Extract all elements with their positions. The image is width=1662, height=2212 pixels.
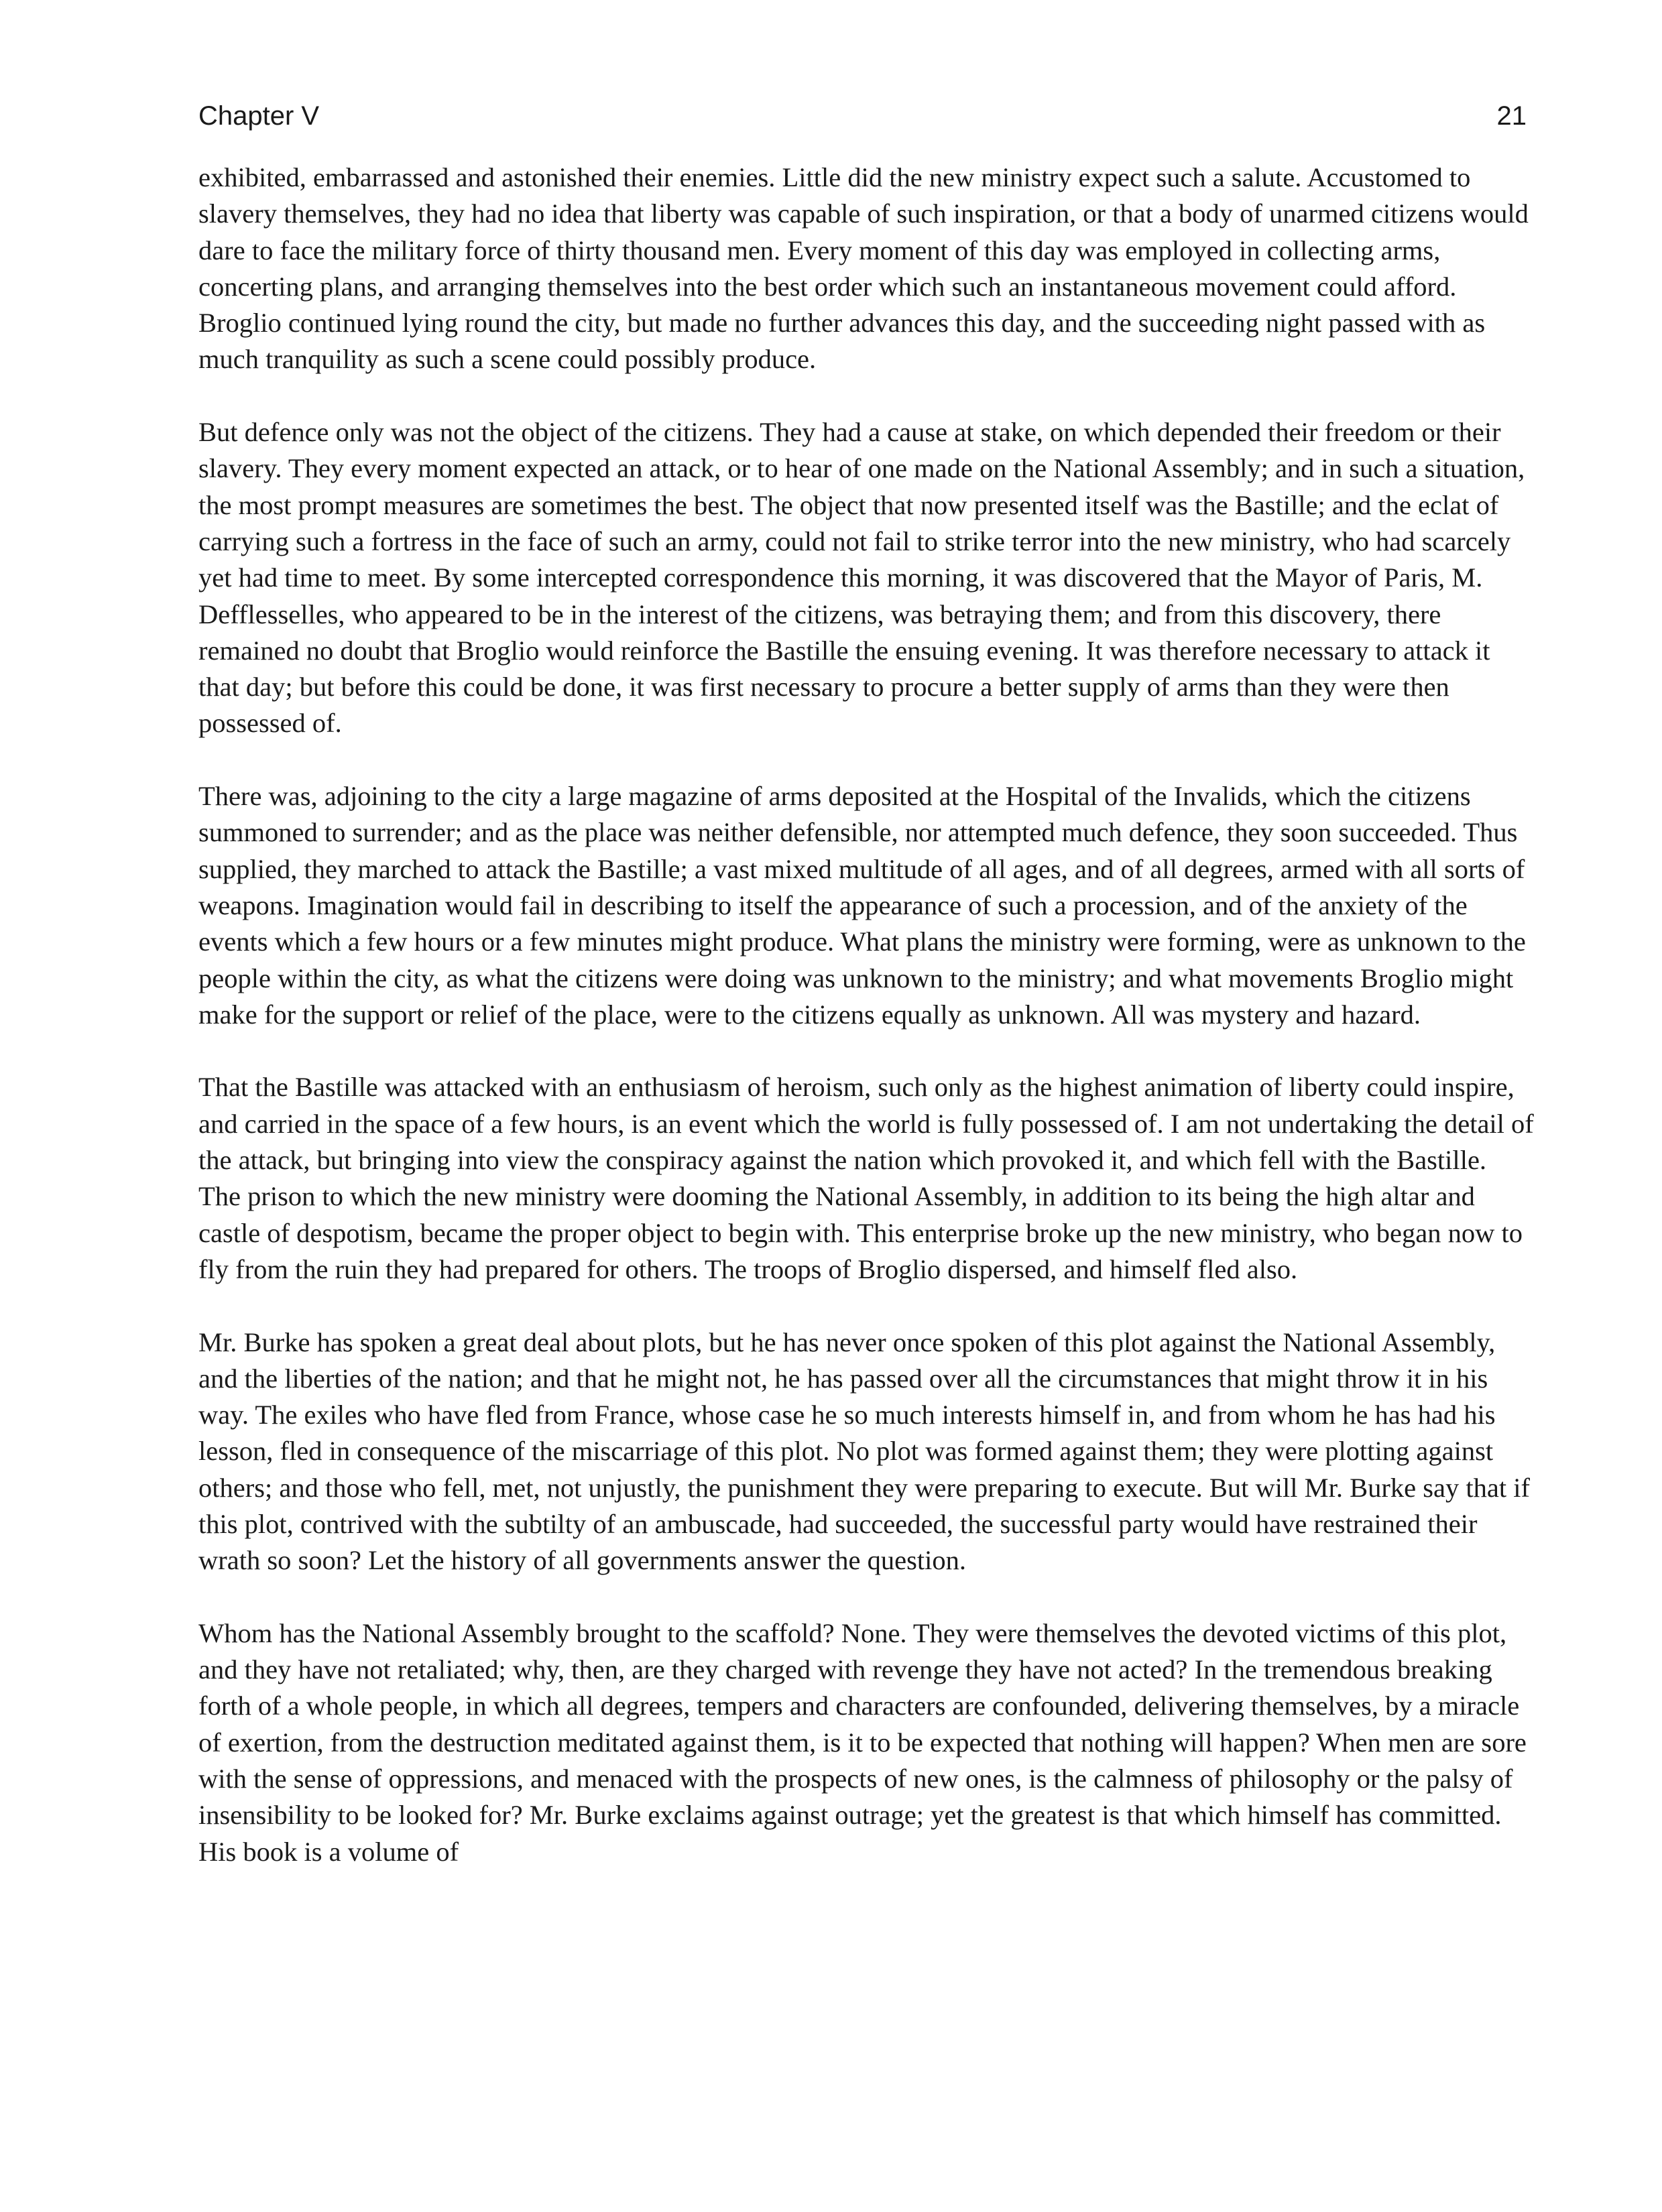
running-header [198,99,1527,139]
paragraph: exhibited, embarrassed and astonished their enemies. Little did the new ministry expect such a salute. Accustomed to slavery themselves, they had no idea that liberty was capable of such inspiration, or that a body of unarmed citizens would dare to face the military force of thirty thousand men. Every moment of this day was employed in collecting arms, concerting plans, and arranging themselves into the best order which such an instantaneous movement could afford. Broglio continued lying round the city, but made no further advances this day, and the succeeding night passed with as much tranquility as such a scene could possibly produce. [198,162,1529,375]
body-text [198,160,1535,1870]
chapter-title: Chapter V [198,101,320,131]
paragraph: Mr. Burke has spoken a great deal about plots, but he has never once spoken of this plot against the National Assembly, and the liberties of the nation; and that he might not, he has passed over all the circumstances that might throw it in his way. The exiles who have fled from France, whose case he so much interests himself in, and from whom he has had his lesson, fled in consequence of the miscarriage of this plot. No plot was formed against them; they were plotting against others; and those who fell, met, not unjustly, the punishment they were preparing to execute. But will Mr. Burke say that if this plot, contrived with the subtilty of an ambuscade, had succeeded, the successful party would have restrained their wrath so soon? Let the history of all governments answer the question. [198,1327,1530,1576]
paragraph: There was, adjoining to the city a large magazine of arms deposited at the Hospital of the Invalids, which the citizens summoned to surrender; and as the place was neither defensible, nor attempted much defence, they soon succeeded. Thus supplied, they marched to attack the Bastille; a vast mixed multitude of all ages, and of all degrees, armed with all sorts of weapons. Imagination would fail in describing to itself the appearance of such a procession, and of the anxiety of the events which a few hours or a few minutes might produce. What plans the ministry were forming, were as unknown to the people within the city, as what the citizens were doing was unknown to the ministry; and what movements Broglio might make for the support or relief of the place, were to the citizens equally as unknown. All was mystery and hazard. [198,781,1526,1030]
page-number: 21 [1496,101,1527,131]
paragraph: But defence only was not the object of the citizens. They had a cause at stake, on which depended their freedom or their slavery. They every moment expected an attack, or to hear of one made on the National Assembly; and in such a situation, the most prompt measures are sometimes the best. The object that now presented itself was the Bastille; and the eclat of carrying such a fortress in the face of such an army, could not fail to strike terror into the new ministry, who had scarcely yet had time to meet. By some intercepted correspondence this morning, it was discovered that the Mayor of Paris, M. Defflesselles, who appeared to be in the interest of the citizens, was betraying them; and from this discovery, there remained no doubt that Broglio would reinforce the Bastille the ensuing evening. It was therefore necessary to attack it that day; but before this could be done, it was first necessary to procure a better supply of arms than they were then possessed of. [198,417,1525,739]
paragraph: Whom has the National Assembly brought to the scaffold? None. They were themselves the devoted victims of this plot, and they have not retaliated; why, then, are they charged with revenge they have not acted? In the tremendous breaking forth of a whole people, in which all degrees, tempers and characters are confounded, delivering themselves, by a miracle of exertion, from the destruction meditated against them, is it to be expected that nothing will happen? When men are sore with the sense of oppressions, and menaced with the prospects of new ones, is the calmness of philosophy or the palsy of insensibility to be looked for? Mr. Burke exclaims against outrage; yet the greatest is that which himself has committed. His book is a volume of [198,1617,1527,1867]
paragraph: That the Bastille was attacked with an enthusiasm of heroism, such only as the highest animation of liberty could inspire, and carried in the space of a few hours, is an event which the world is fully possessed of. I am not undertaking the detail of the attack, but bringing into view the conspiracy against the nation which provoked it, and which fell with the Bastille. The prison to which the new ministry were dooming the National Assembly, in addition to its being the high altar and castle of despotism, became the proper object to begin with. This enterprise broke up the new ministry, who began now to fly from the ruin they had prepared for others. The troops of Broglio dispersed, and himself fled also. [198,1072,1534,1284]
